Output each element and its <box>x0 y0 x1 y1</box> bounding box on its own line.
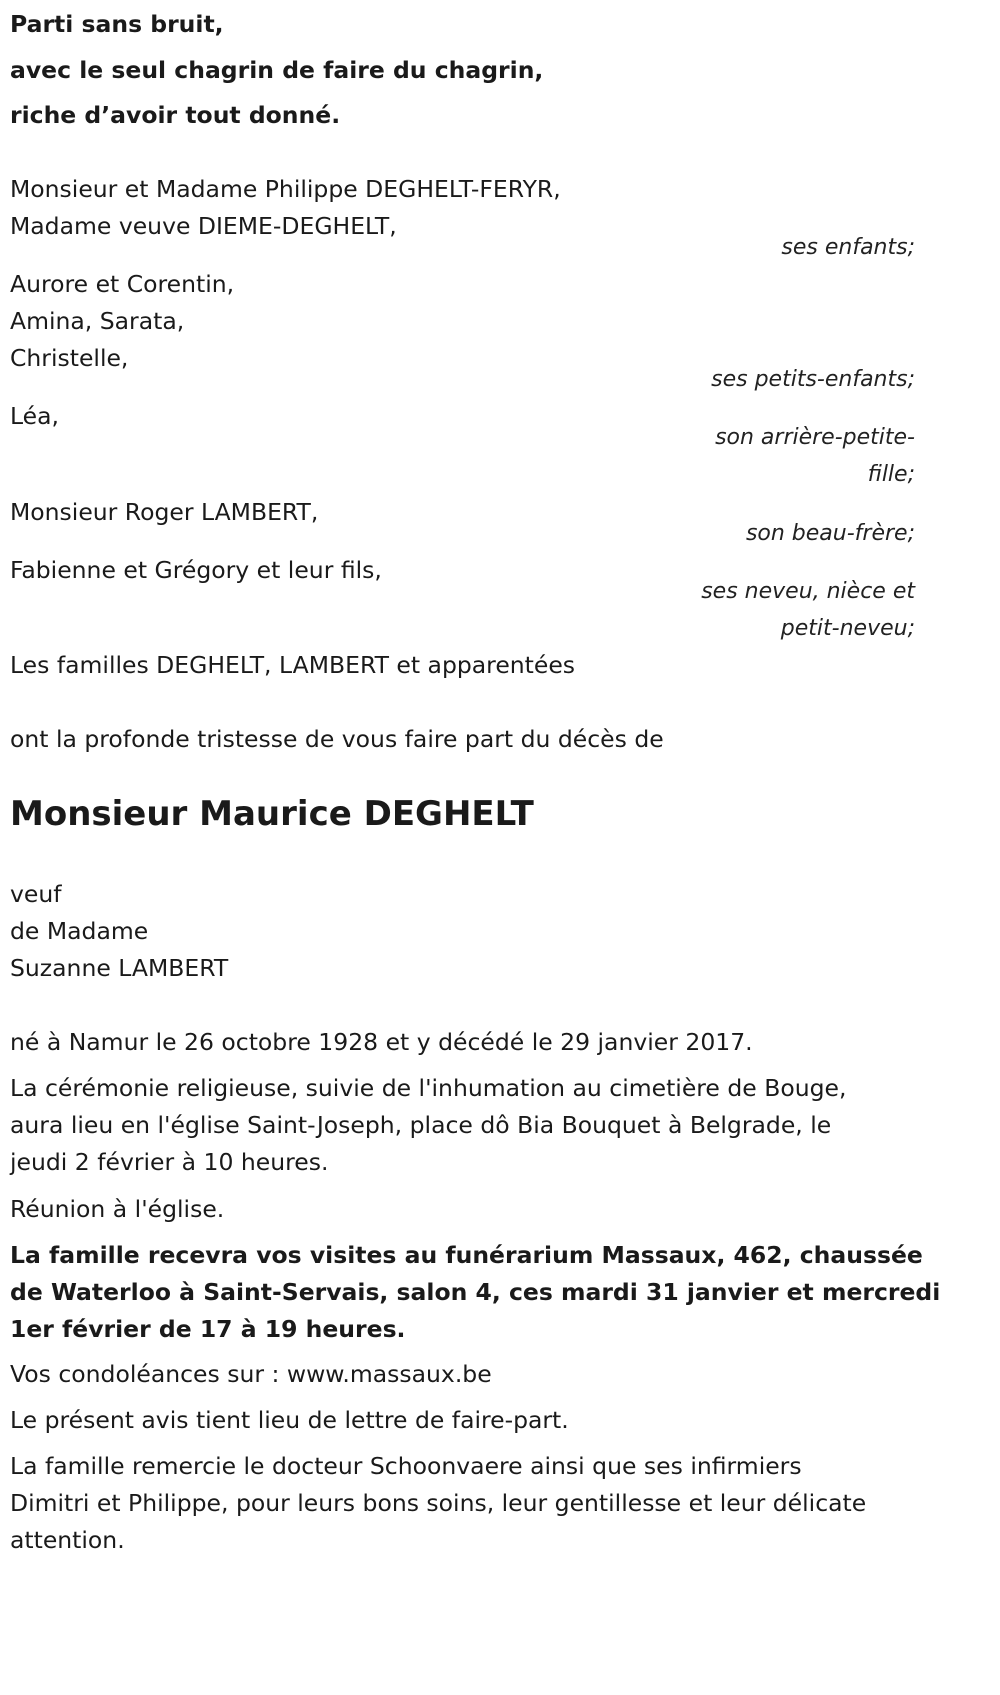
poem-line: avec le seul chagrin de faire du chagrin, <box>10 56 544 84</box>
ceremony-line: jeudi 2 février à 10 heures. <box>10 1148 329 1176</box>
announcement-line: ont la profonde tristesse de vous faire part du décès de <box>10 725 664 753</box>
visits-line: de Waterloo à Saint-Servais, salon 4, ces mardi 31 janvier et mercredi <box>10 1278 941 1306</box>
grandchildren-name: Christelle, <box>10 344 129 372</box>
nephews-relation: petit-neveu; <box>780 616 915 641</box>
widower-line: Suzanne LAMBERT <box>10 954 229 982</box>
thanks-line: attention. <box>10 1526 125 1554</box>
ceremony-line: aura lieu en l'église Saint-Joseph, place dô Bia Bouquet à Belgrade, le <box>10 1111 832 1139</box>
great-granddaughter-name: Léa, <box>10 402 60 430</box>
nephews-name: Fabienne et Grégory et leur fils, <box>10 556 382 584</box>
children-relation: ses enfants; <box>781 235 915 260</box>
grandchildren-relation: ses petits-enfants; <box>711 367 915 392</box>
children-name: Monsieur et Madame Philippe DEGHELT-FERYR, <box>10 175 561 203</box>
children-name: Madame veuve DIEME-DEGHELT, <box>10 212 397 240</box>
deceased-name: Monsieur Maurice DEGHELT <box>10 794 534 834</box>
families-line: Les familles DEGHELT, LAMBERT et apparentées <box>10 651 576 679</box>
notice-line: Le présent avis tient lieu de lettre de faire-part. <box>10 1406 569 1434</box>
visits-line: 1er février de 17 à 19 heures. <box>10 1315 406 1343</box>
condolences-line: Vos condoléances sur : www.massaux.be <box>10 1360 492 1388</box>
grandchildren-name: Amina, Sarata, <box>10 307 185 335</box>
poem-line: riche d’avoir tout donné. <box>10 101 341 129</box>
grandchildren-name: Aurore et Corentin, <box>10 270 235 298</box>
nephews-relation: ses neveu, nièce et <box>701 579 915 604</box>
birth-death-line: né à Namur le 26 octobre 1928 et y décédé le 29 janvier 2017. <box>10 1028 753 1056</box>
poem-line: Parti sans bruit, <box>10 10 224 38</box>
widower-line: veuf <box>10 880 62 908</box>
visits-line: La famille recevra vos visites au funérarium Massaux, 462, chaussée <box>10 1241 923 1269</box>
widower-line: de Madame <box>10 917 149 945</box>
meeting-line: Réunion à l'église. <box>10 1195 225 1223</box>
brother-in-law-name: Monsieur Roger LAMBERT, <box>10 498 319 526</box>
brother-in-law-relation: son beau-frère; <box>745 521 915 546</box>
great-granddaughter-relation: fille; <box>867 462 915 487</box>
ceremony-line: La cérémonie religieuse, suivie de l'inhumation au cimetière de Bouge, <box>10 1074 847 1102</box>
thanks-line: La famille remercie le docteur Schoonvaere ainsi que ses infirmiers <box>10 1452 802 1480</box>
great-granddaughter-relation: son arrière-petite- <box>715 425 915 450</box>
thanks-line: Dimitri et Philippe, pour leurs bons soins, leur gentillesse et leur délicate <box>10 1489 867 1517</box>
